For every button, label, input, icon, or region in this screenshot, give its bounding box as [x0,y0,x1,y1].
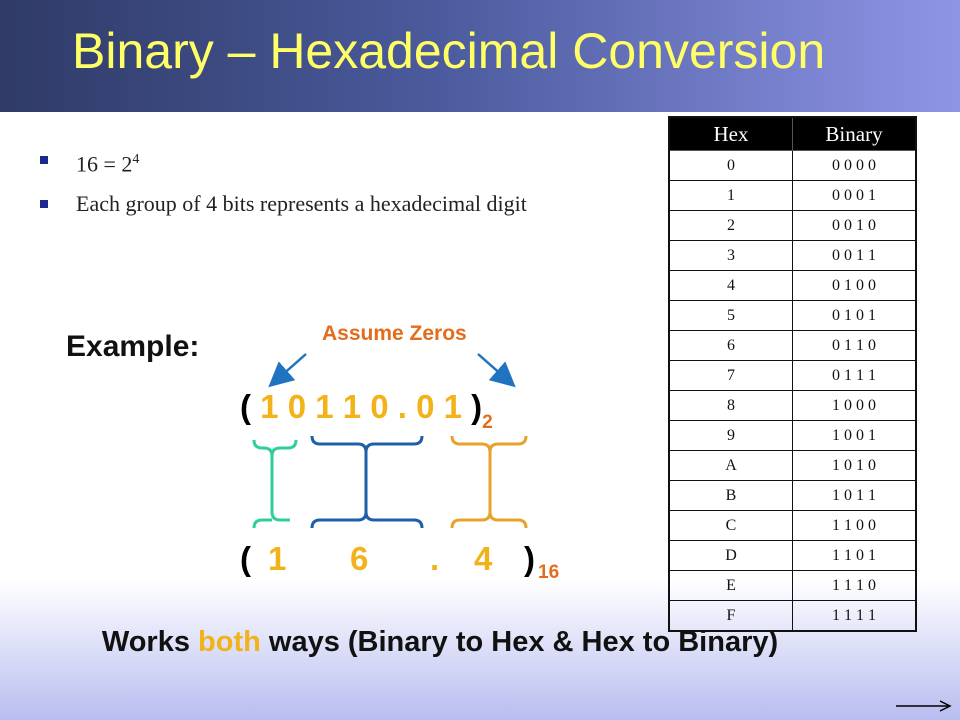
table-row [669,331,916,361]
binary-cell: 0 0 0 0 [793,151,917,181]
binary-cell: 1 1 0 0 [793,511,917,541]
bullet-text: 16 = 2 [76,151,133,177]
hex-digit: 6 [350,540,369,577]
table-row [669,271,916,301]
footer-highlight: both [198,626,261,658]
binary-cell: 1 0 0 0 [793,391,917,421]
hex-cell: 7 [669,361,793,391]
table-header-row [669,117,916,151]
footer-pre: Works [101,626,199,658]
table-row [669,301,916,331]
table-row [669,241,916,271]
table-row [669,151,916,181]
hex-cell: 3 [669,241,793,271]
table-row [669,181,916,211]
binary-cell: 0 1 1 1 [793,361,917,391]
arrow-left-icon [272,354,306,384]
hex-digit: 1 [268,540,287,577]
binary-cell: 0 0 1 1 [793,241,917,271]
base-subscript: 16 [538,562,560,583]
hex-point: . [430,540,440,577]
table-row [669,481,916,511]
hex-expression [240,540,560,583]
table-row [669,541,916,571]
hex-cell: 0 [669,151,793,181]
brace-blue-icon [312,436,422,528]
bullet-marker [40,156,48,164]
hex-cell: 9 [669,421,793,451]
hex-binary-table [668,116,917,632]
bullet-text: Each group of 4 bits represents a hexadecimal digit [76,191,527,217]
slide-title: Binary – Hexadecimal Conversion [72,23,826,79]
hex-cell: 6 [669,331,793,361]
binary-cell: 1 1 1 1 [793,601,917,632]
bullet-item [36,189,596,219]
hex-cell: E [669,571,793,601]
base-subscript: 2 [482,412,493,433]
binary-cell: 1 0 0 1 [793,421,917,451]
arrow-right-icon [478,354,512,384]
binary-cell: 1 1 1 0 [793,571,917,601]
binary-cell: 0 0 0 1 [793,181,917,211]
hex-cell: C [669,511,793,541]
next-arrow-icon[interactable] [894,698,954,714]
binary-cell: 0 1 1 0 [793,331,917,361]
table-row [669,211,916,241]
column-header-binary: Binary [793,117,917,151]
bullet-item [36,145,596,179]
table-row [669,571,916,601]
table-row [669,421,916,451]
brace-green-icon [254,440,296,528]
bullet-exponent: 4 [132,152,140,167]
binary-cell: 0 0 1 0 [793,211,917,241]
binary-cell: 1 1 0 1 [793,541,917,571]
title-bar [0,0,960,112]
open-paren: ( [240,388,251,425]
hex-cell: F [669,601,793,632]
table-row [669,361,916,391]
brace-orange-icon [452,436,526,528]
binary-expression [240,388,493,433]
hex-cell: 4 [669,271,793,301]
hex-cell: 1 [669,181,793,211]
hex-cell: B [669,481,793,511]
hex-cell: 2 [669,211,793,241]
binary-cell: 0 1 0 0 [793,271,917,301]
hex-cell: A [669,451,793,481]
close-paren: ) [471,388,483,425]
binary-cell: 1 0 1 0 [793,451,917,481]
bullet-list [36,145,596,229]
close-paren: ) [524,540,535,577]
footer-post: ways (Binary to Hex & Hex to Binary) [260,626,779,658]
footer-text [60,622,820,662]
hex-cell: 8 [669,391,793,421]
open-paren: ( [240,540,251,577]
table-row [669,451,916,481]
binary-cell: 0 1 0 1 [793,301,917,331]
binary-digits: 1 0 1 1 0 . 0 1 [251,388,472,425]
bullet-marker [40,200,48,208]
hex-cell: 5 [669,301,793,331]
assume-zeros-label: Assume Zeros [322,322,467,345]
table-row [669,511,916,541]
binary-cell: 1 0 1 1 [793,481,917,511]
column-header-hex: Hex [669,117,793,151]
example-label: Example: [66,330,200,363]
hex-cell: D [669,541,793,571]
hex-digit: 4 [474,540,493,577]
table-row [669,391,916,421]
